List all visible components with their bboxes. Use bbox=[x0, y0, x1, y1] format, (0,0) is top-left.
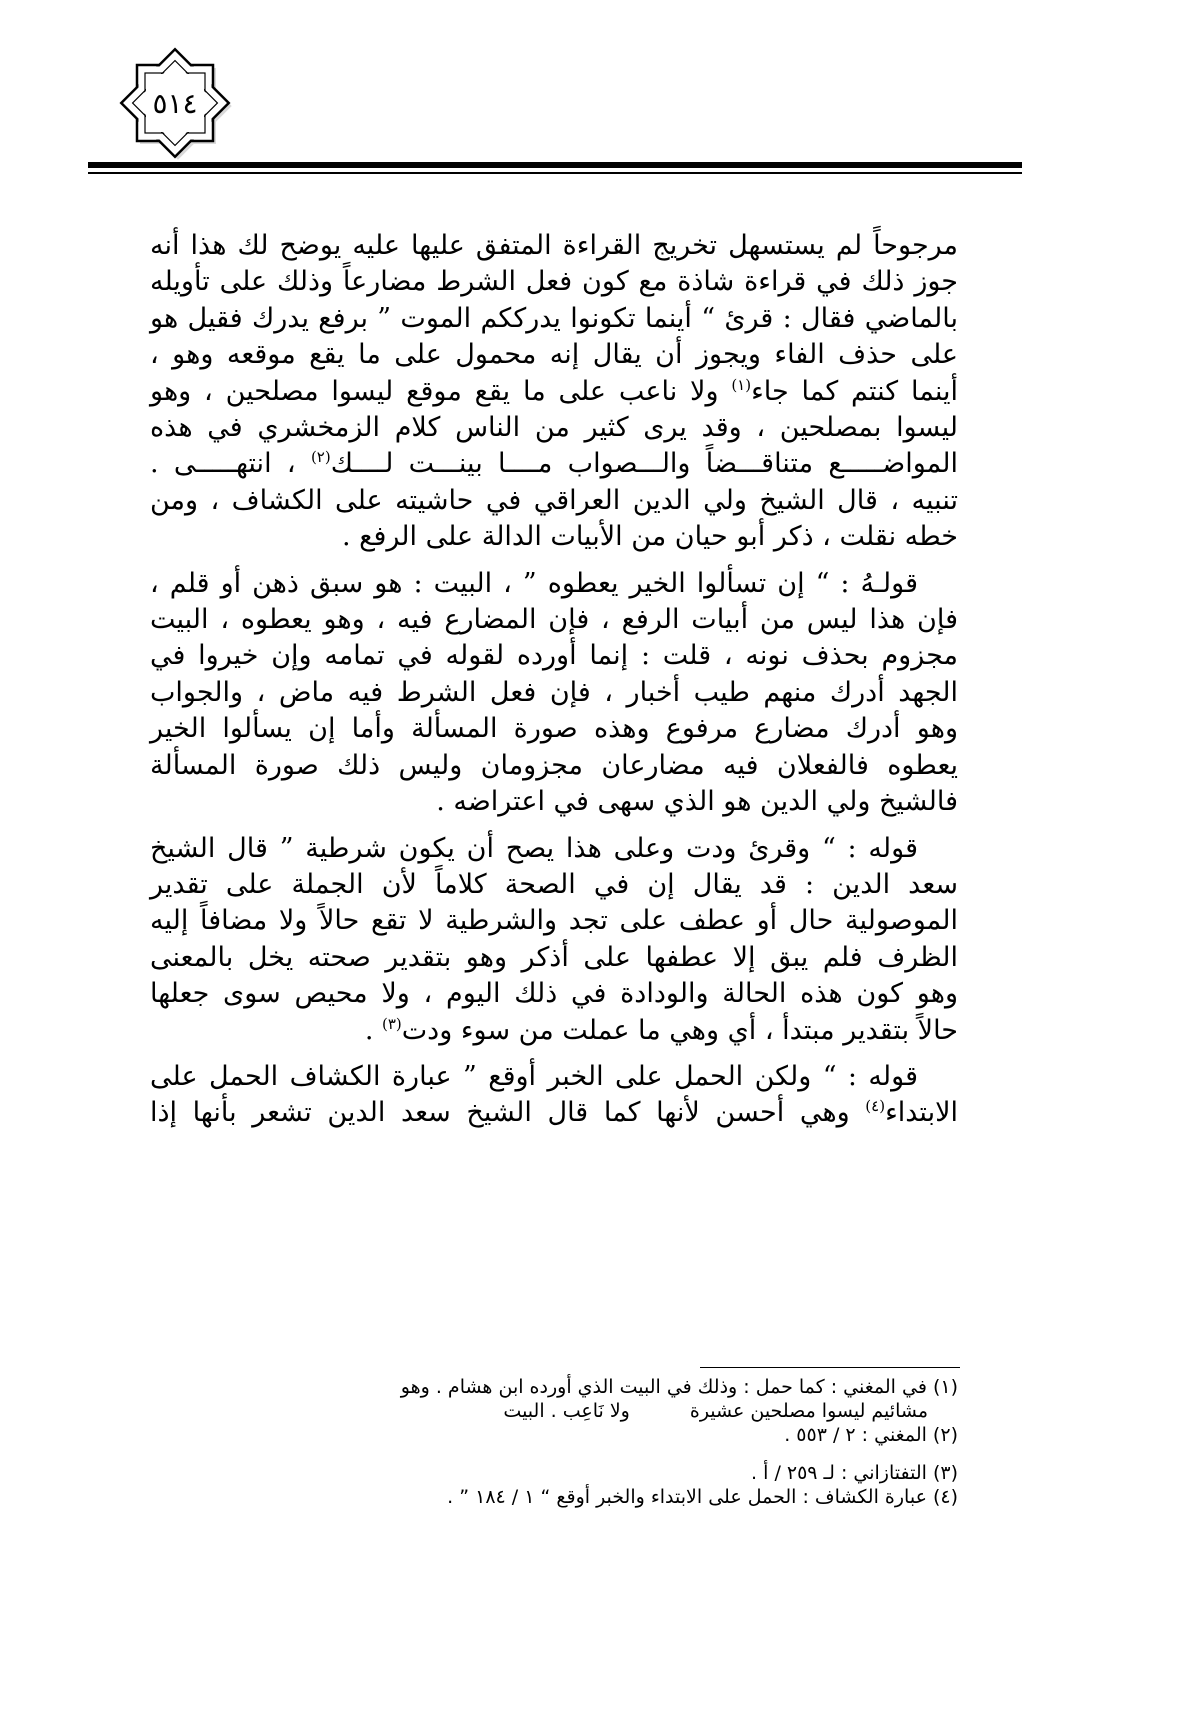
text-segment: ولا ناعب على ما يقع موقع ليسوا مصلحين ، وهو bbox=[150, 375, 732, 407]
text-line: سعد الدين : قد يقال إن في الصحة كلاماً لأن الجملة على تقدير bbox=[150, 868, 958, 900]
text-line: وهو كون هذه الحالة والودادة في ذلك اليوم ، ولا محيص سوى جعلها bbox=[150, 978, 958, 1010]
verse-hemistich-1: مشائيم ليسوا مصلحين عشيرة bbox=[689, 1400, 928, 1422]
text-line: قوله : “ ولكن الحمل على الخبر أوقع ” عبارة الكشاف الحمل على bbox=[150, 1060, 918, 1092]
text-line: قوله : “ وقرئ ودت وعلى هذا يصح أن يكون شرطية ” قال الشيخ bbox=[150, 832, 918, 864]
footnote-ref: (٤) bbox=[865, 1097, 886, 1116]
text-line: تنبيه ، قال الشيخ ولي الدين العراقي في حاشيته على الكشاف ، ومن bbox=[150, 484, 958, 516]
verse-hemistich-2: ولا نَاعِب . البيت bbox=[503, 1400, 630, 1422]
text-line: الظرف فلم يبق إلا عطفها على أذكر وهو بتقدير صحته يخل بالمعنى bbox=[150, 941, 958, 973]
paragraph-1 bbox=[150, 228, 958, 556]
text-line bbox=[150, 374, 958, 410]
text-line: قولـهُ : “ إن تسألوا الخير يعطوه ” ، البيت : هو سبق ذهن أو قلم ، bbox=[150, 567, 918, 599]
text-line: ليسوا بمصلحين ، وقد يرى كثير من الناس كلام الزمخشري في هذه bbox=[150, 412, 958, 444]
text-line: فإن هذا ليس من أبيات الرفع ، فإن المضارع فيه ، وهو يعطوه ، البيت bbox=[150, 604, 958, 636]
footnote-ref: (٢) bbox=[310, 448, 331, 467]
text-segment: المواضـــــع متناقـــضاً والـــصواب مــــا بينـــت لــــك bbox=[330, 448, 959, 480]
main-text bbox=[150, 228, 958, 1142]
text-segment: الابتداء bbox=[885, 1097, 958, 1129]
text-line: الموصولية حال أو عطف على تجد والشرطية لا تقع حالاً ولا مضافاً إليه bbox=[150, 905, 958, 937]
paragraph-3 bbox=[150, 831, 958, 1049]
paragraph-2 bbox=[150, 566, 958, 821]
footnotes bbox=[150, 1375, 958, 1509]
text-line bbox=[150, 1095, 958, 1131]
text-line bbox=[150, 1013, 958, 1049]
footnote-3: (٣) التفتازاني : لـ ٢٥٩ / أ . bbox=[751, 1462, 958, 1484]
text-line: مجزوم بحذف نونه ، قلت : إنما أورده لقوله في تمامه وإن خيروا في bbox=[150, 640, 958, 672]
text-segment: حالاً بتقدير مبتدأ ، أي وهي ما عملت من سوء ودت bbox=[401, 1014, 958, 1046]
text-line: وهو أدرك مضارع مرفوع وهذه صورة المسألة وأما إن يسألوا الخير bbox=[150, 713, 958, 745]
header-rule-thin bbox=[88, 172, 1022, 174]
text-line: على حذف الفاء ويجوز أن يقال إنه محمول على ما يقع موقعه وهو ، bbox=[150, 339, 958, 371]
footnote-ref: (٣) bbox=[381, 1014, 402, 1033]
header-rule-thick bbox=[88, 162, 1022, 168]
text-segment: أينما كنتم كما جاء bbox=[751, 375, 958, 407]
text-line: الجهد أدرك منهم طيب أخبار ، فإن فعل الشرط فيه ماض ، والجواب bbox=[150, 676, 958, 708]
text-line: يعطوه فالفعلان فيه مضارعان مجزومان وليس ذلك صورة المسألة bbox=[150, 749, 958, 781]
text-segment: وهي أحسن لأنها كما قال الشيخ سعد الدين تشعر بأنها إذا bbox=[150, 1097, 866, 1129]
paragraph-4 bbox=[150, 1059, 958, 1132]
text-line: مرجوحاً لم يستسهل تخريج القراءة المتفق عليها عليه يوضح لك هذا أنه bbox=[150, 230, 958, 261]
text-segment: . bbox=[364, 1014, 382, 1046]
text-line: جوز ذلك في قراءة شاذة مع كون فعل الشرط مضارعاً وذلك على تأويله bbox=[150, 266, 958, 298]
page-number: ٥١٤ bbox=[152, 86, 198, 120]
text-line bbox=[150, 446, 958, 482]
text-segment: ، انتهـــــى . bbox=[150, 448, 311, 480]
text-line: بالماضي فقال : قرئ “ أينما تكونوا يدرككم الموت ” برفع يدرك فقيل هو bbox=[150, 302, 958, 334]
footnote-1-verse bbox=[150, 1399, 958, 1423]
text-line: فالشيخ ولي الدين هو الذي سهى في اعتراضه . bbox=[436, 786, 958, 818]
footnote-ref: (١) bbox=[731, 375, 752, 394]
text-line: خطه نقلت ، ذكر أبو حيان من الأبيات الدالة على الرفع . bbox=[341, 521, 958, 553]
footnote-2: (٢) المغني : ٢ / ٥٥٣ . bbox=[784, 1424, 958, 1446]
footnote-separator bbox=[700, 1367, 960, 1368]
footnote-1: (١) في المغني : كما حمل : وذلك في البيت الذي أورده ابن هشام . وهو bbox=[400, 1376, 958, 1398]
page-number-badge bbox=[110, 38, 240, 168]
footnote-4: (٤) عبارة الكشاف : الحمل على الابتداء والخبر أوقع “ ١ / ١٨٤ ” . bbox=[447, 1486, 958, 1508]
